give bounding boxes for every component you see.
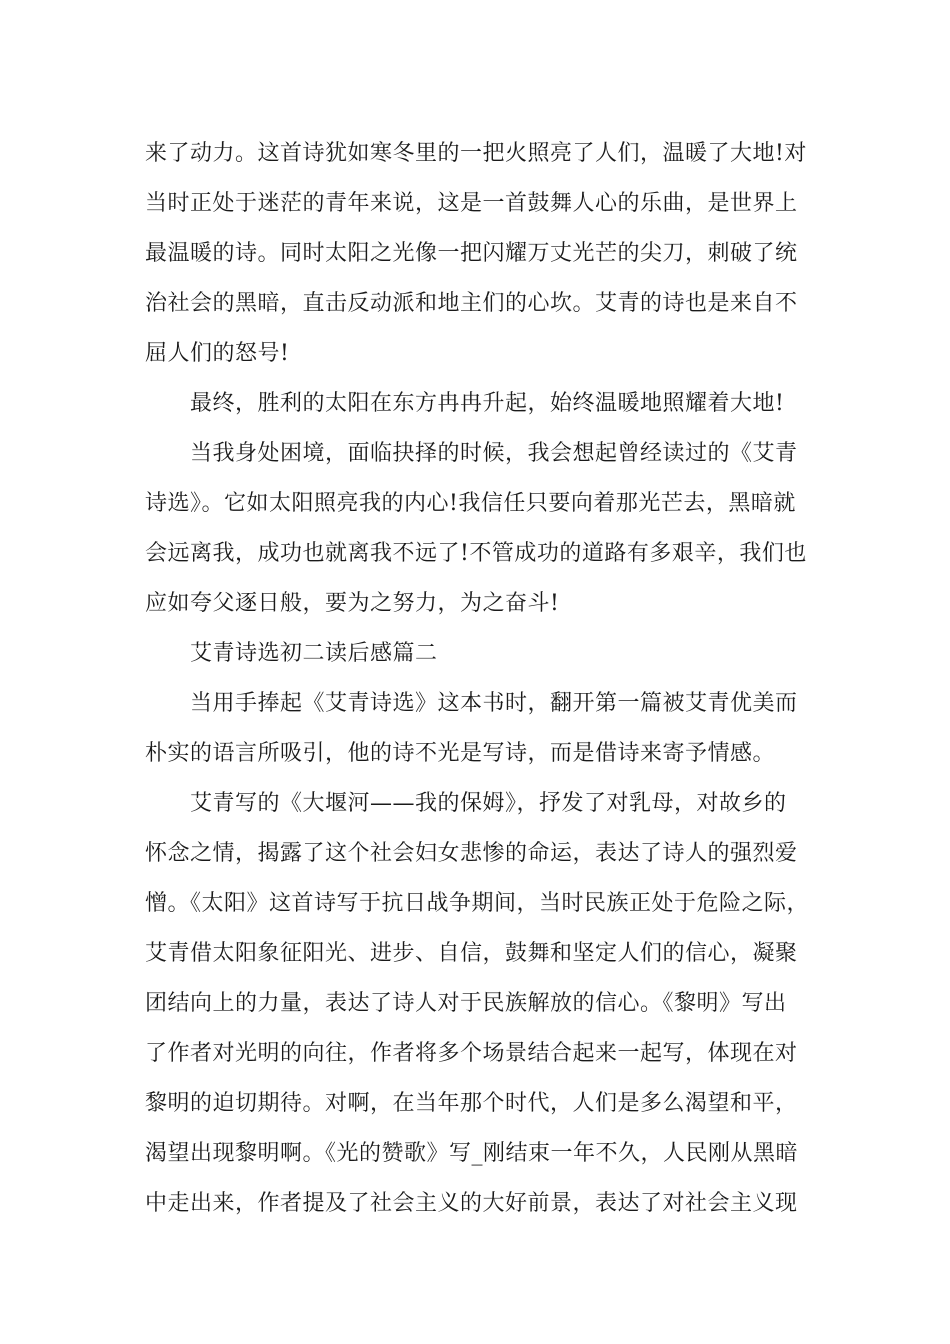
- section-heading: 艾青诗选初二读后感篇二: [190, 641, 438, 666]
- text-line: 诗选》。它如太阳照亮我的内心!我信任只要向着那光芒去，黑暗就: [145, 491, 796, 516]
- text-line: 怀念之情，揭露了这个社会妇女悲惨的命运，表达了诗人的强烈爱: [145, 841, 798, 866]
- text-line: 朴实的语言所吸引，他的诗不光是写诗，而是借诗来寄予情感。: [145, 741, 776, 766]
- paragraph-first-line: 艾青写的《大堰河——我的保姆》，抒发了对乳母，对故乡的: [190, 791, 787, 816]
- text-line: 团结向上的力量，表达了诗人对于民族解放的信心。《黎明》写出: [145, 991, 787, 1016]
- paragraph-first-line: 当用手捧起《艾青诗选》这本书时，翻开第一篇被艾青优美而: [190, 691, 798, 716]
- text-line: 了作者对光明的向往，作者将多个场景结合起来一起写，体现在对: [145, 1041, 798, 1066]
- text-line: 来了动力。这首诗犹如寒冬里的一把火照亮了人们，温暖了大地!对: [145, 141, 807, 166]
- text-line: 最温暖的诗。同时太阳之光像一把闪耀万丈光芒的尖刀，刺破了统: [145, 241, 798, 266]
- text-line: 中走出来，作者提及了社会主义的大好前景，表达了对社会主义现: [145, 1191, 798, 1216]
- text-line: 黎明的迫切期待。对啊，在当年那个时代，人们是多么渴望和平，: [145, 1091, 798, 1116]
- text-line: 艾青借太阳象征阳光、进步、自信，鼓舞和坚定人们的信心，凝聚: [145, 941, 798, 966]
- text-line: 应如夸父逐日般，要为之努力，为之奋斗!: [145, 591, 560, 616]
- text-line: 治社会的黑暗，直击反动派和地主们的心坎。艾青的诗也是来自不: [145, 291, 798, 316]
- text-line: 会远离我，成功也就离我不远了!不管成功的道路有多艰辛，我们也: [145, 541, 807, 566]
- text-line: 憎。《太阳》这首诗写于抗日战争期间，当时民族正处于危险之际，: [145, 891, 810, 916]
- paragraph-first-line: 当我身处困境，面临抉择的时候，我会想起曾经读过的《艾青: [190, 441, 798, 466]
- paragraph-first-line: 最终，胜利的太阳在东方冉冉升起，始终温暖地照耀着大地!: [190, 391, 785, 416]
- text-line: 屈人们的怒号!: [145, 341, 290, 366]
- text-line: 当时正处于迷茫的青年来说，这是一首鼓舞人心的乐曲，是世界上: [145, 191, 798, 216]
- text-line: 渴望出现黎明啊。《光的赞歌》写_刚结束一年不久，人民刚从黑暗: [145, 1141, 799, 1166]
